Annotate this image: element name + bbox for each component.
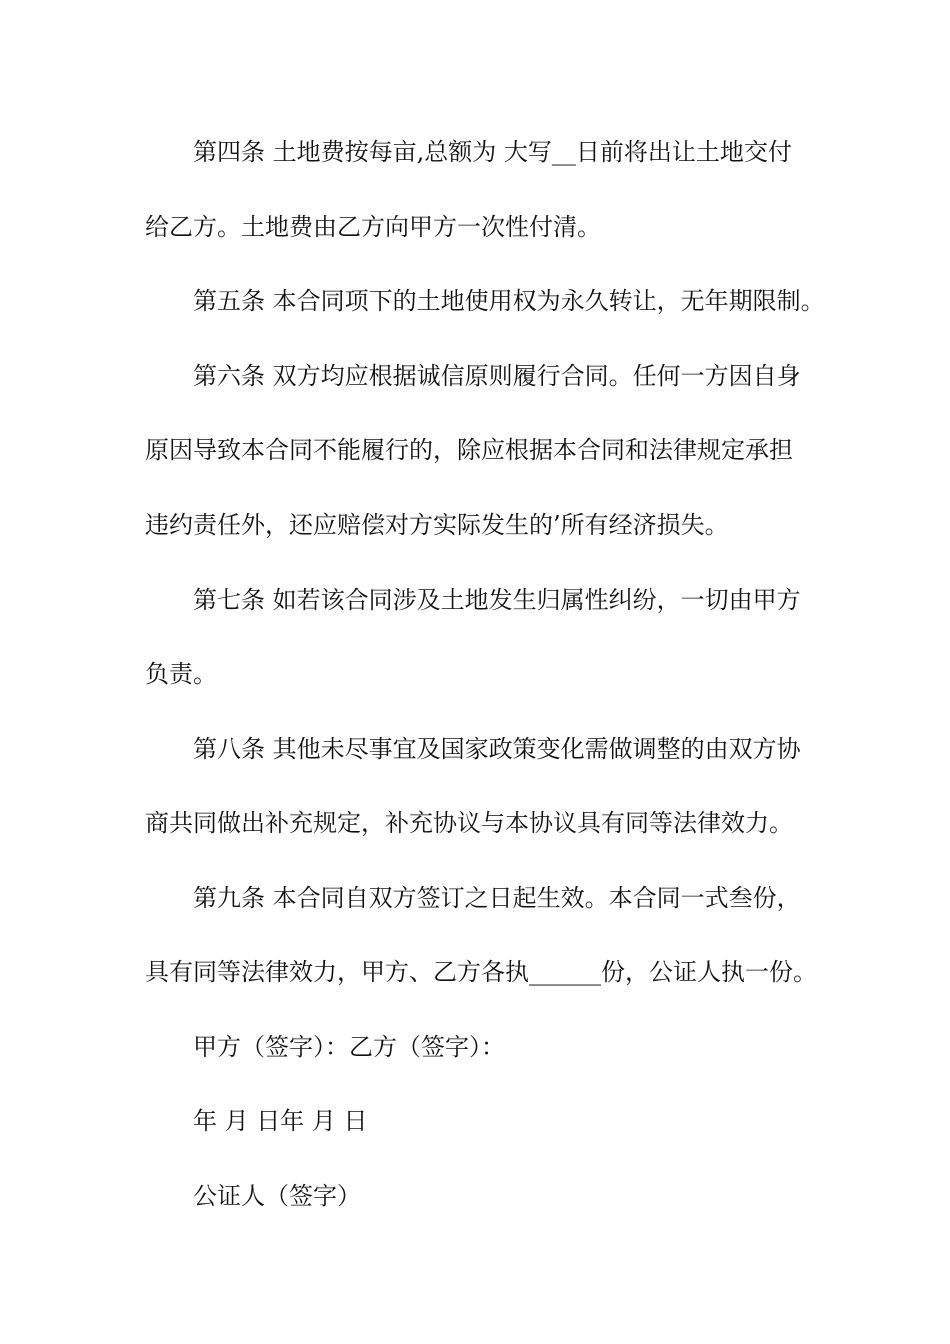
clause-7-line-2: 负责。 (145, 660, 217, 688)
clause-6-line-1: 第六条 双方均应根据诚信原则履行合同。任何一方因自身 (193, 362, 801, 390)
notary-signature-line: 公证人（签字） (193, 1182, 361, 1210)
clause-9-line-1: 第九条 本合同自双方签订之日起生效。本合同一式叁份， (193, 884, 801, 912)
clause-6-line-3: 违约责任外，还应赔偿对方实际发生的’所有经济损失。 (145, 511, 729, 539)
clause-8-line-2: 商共同做出补充规定，补充协议与本协议具有同等法律效力。 (145, 809, 793, 837)
clause-4-line-2: 给乙方。土地费由乙方向甲方一次性付清。 (145, 213, 601, 241)
clause-5-line-1: 第五条 本合同项下的土地使用权为永久转让，无年期限制。 (193, 287, 825, 315)
clause-8-line-1: 第八条 其他未尽事宜及国家政策变化需做调整的由双方协 (193, 735, 801, 763)
signature-parties-line: 甲方（签字）：乙方（签字）： (193, 1033, 505, 1061)
clause-4-line-1: 第四条 土地费按每亩,总额为 大写__日前将出让土地交付 (193, 138, 792, 166)
clause-7-line-1: 第七条 如若该合同涉及土地发生归属性纠纷，一切由甲方 (193, 586, 801, 614)
signature-date-line: 年 月 日年 月 日 (193, 1107, 368, 1135)
clause-6-line-2: 原因导致本合同不能履行的，除应根据本合同和法律规定承担 (145, 436, 793, 464)
clause-9-line-2: 具有同等法律效力，甲方、乙方各执______份，公证人执一份。 (145, 958, 817, 986)
